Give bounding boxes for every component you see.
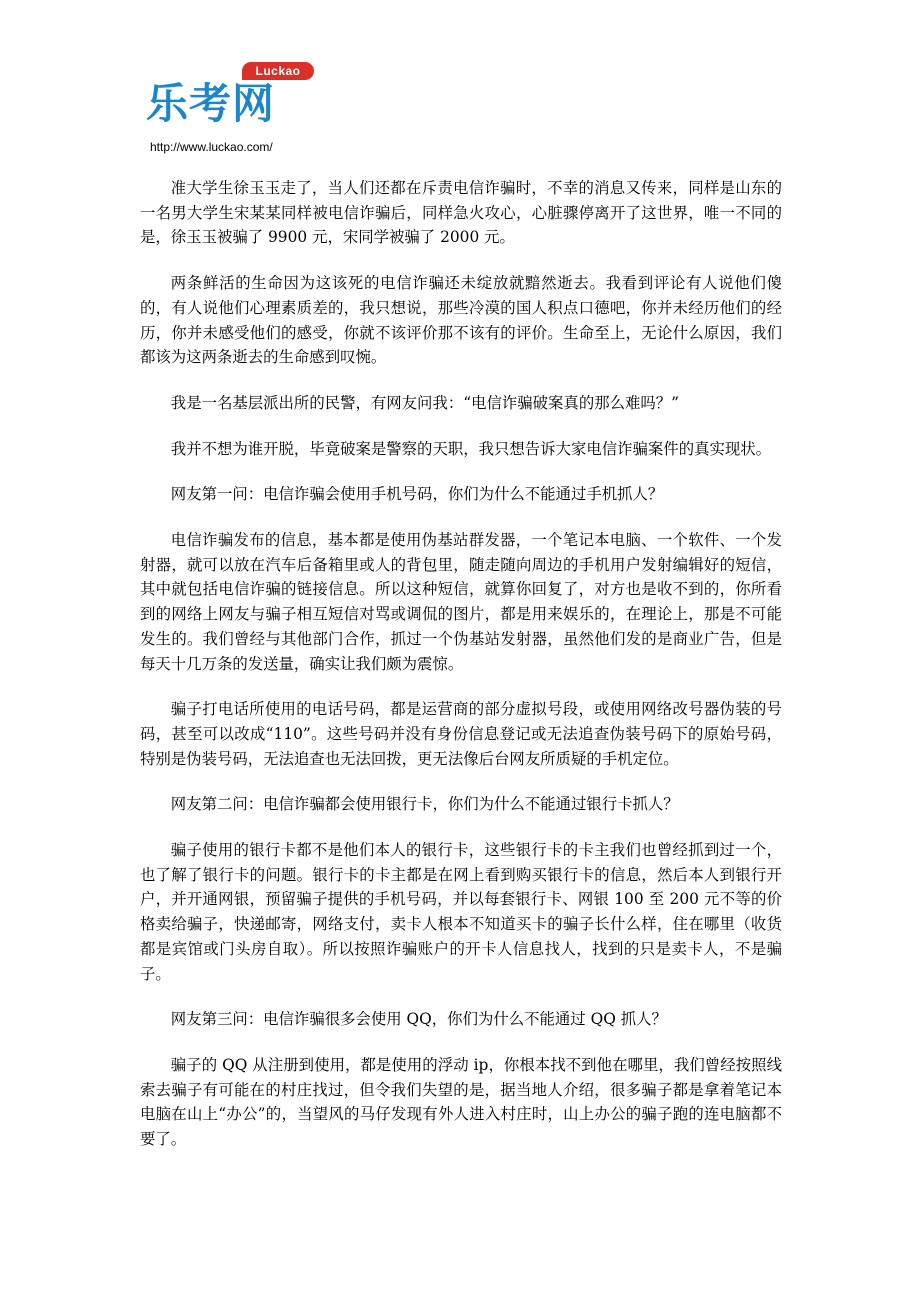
article-body: [140, 176, 782, 1173]
paragraph-intro: 准大学生徐玉玉走了，当人们还都在斥责电信诈骗时，不幸的消息又传来，同样是山东的一名男大学生宋某某同样被电信诈骗后，同样急火攻心，心脏骤停离开了这世界，唯一不同的是，徐玉玉被骗了 9900 元，宋同学被骗了 2000 元。: [140, 179, 782, 247]
question-heading-2: 网友第二问：电信诈骗都会使用银行卡，你们为什么不能通过银行卡抓人？: [170, 795, 679, 814]
paragraph-question: 我是一名基层派出所的民警，有网友问我：“电信诈骗破案真的那么难吗？”: [170, 393, 680, 412]
question-heading-3: 网友第三问：电信诈骗很多会使用 QQ，你们为什么不能通过 QQ 抓人？: [170, 1010, 667, 1029]
answer-1-phone-numbers: 骗子打电话所使用的电话号码，都是运营商的部分虚拟号段，或使用网络改号器伪装的号码，甚至可以改成“110”。这些号码并没有身份信息登记或无法追查伪装号码下的原始号码，特别是伪装号码，无法追查也无法回拨，更无法像后台网友所质疑的手机定位。: [140, 700, 782, 768]
logo-wordmark: 乐考网: [146, 79, 276, 128]
paragraph-reality: 我并不想为谁开脱，毕竟破案是警察的天职，我只想告诉大家电信诈骗案件的真实现状。: [170, 439, 772, 458]
site-url-link[interactable]: http://www.luckao.com/: [150, 140, 273, 154]
answer-1-fake-base-station: 电信诈骗发布的信息，基本都是使用伪基站群发器，一个笔记本电脑、一个软件、一个发射器，就可以放在汽车后备箱里或人的背包里，随走随向周边的手机用户发射编辑好的短信，其中就包括电信诈骗的链接信息。所以这种短信，就算你回复了，对方也是收不到的，你所看到的网络上网友与骗子相互短信对骂或调侃的图片，都是用来娱乐的，在理论上，那是不可能发生的。我们曾经与其他部门合作，抓过一个伪基站发射器，虽然他们发的是商业广告，但是每天十几万条的发送量，确实让我们颇为震惊。: [140, 531, 782, 673]
paragraph-lament: 两条鲜活的生命因为这该死的电信诈骗还未绽放就黯然逝去。我看到评论有人说他们傻的，有人说他们心理素质差的，我只想说，那些冷漠的国人积点口德吧，你并未经历他们的经历，你并未感受他们的感受，你就不该评价那不该有的评价。生命至上，无论什么原因，我们都该为这两条逝去的生命感到叹惋。: [140, 274, 782, 367]
site-logo[interactable]: [146, 62, 322, 134]
answer-2-bank-cards: 骗子使用的银行卡都不是他们本人的银行卡，这些银行卡的卡主我们也曾经抓到过一个，也了解了银行卡的问题。银行卡的卡主都是在网上看到购买银行卡的信息，然后本人到银行开户，并开通网银，预留骗子提供的手机号码，并以每套银行卡、网银 100 至 200 元不等的价格卖给骗子，快递邮寄，网络支付，卖卡人根本不知道买卡的骗子长什么样，住在哪里（收货都是宾馆或门头房自取）。所以按照诈骗账户的开卡人信息找人，找到的只是卖卡人，不是骗子。: [140, 841, 782, 983]
logo-badge: Luckao: [242, 62, 314, 80]
question-heading-1: 网友第一问：电信诈骗会使用手机号码，你们为什么不能通过手机抓人？: [170, 485, 664, 504]
answer-3-qq: 骗子的 QQ 从注册到使用，都是使用的浮动 ip，你根本找不到他在哪里，我们曾经按照线索去骗子有可能在的村庄找过，但令我们失望的是，据当地人介绍，很多骗子都是拿着笔记本电脑在山上“办公”的，当望风的马仔发现有外人进入村庄时，山上办公的骗子跑的连电脑都不要了。: [140, 1055, 782, 1149]
